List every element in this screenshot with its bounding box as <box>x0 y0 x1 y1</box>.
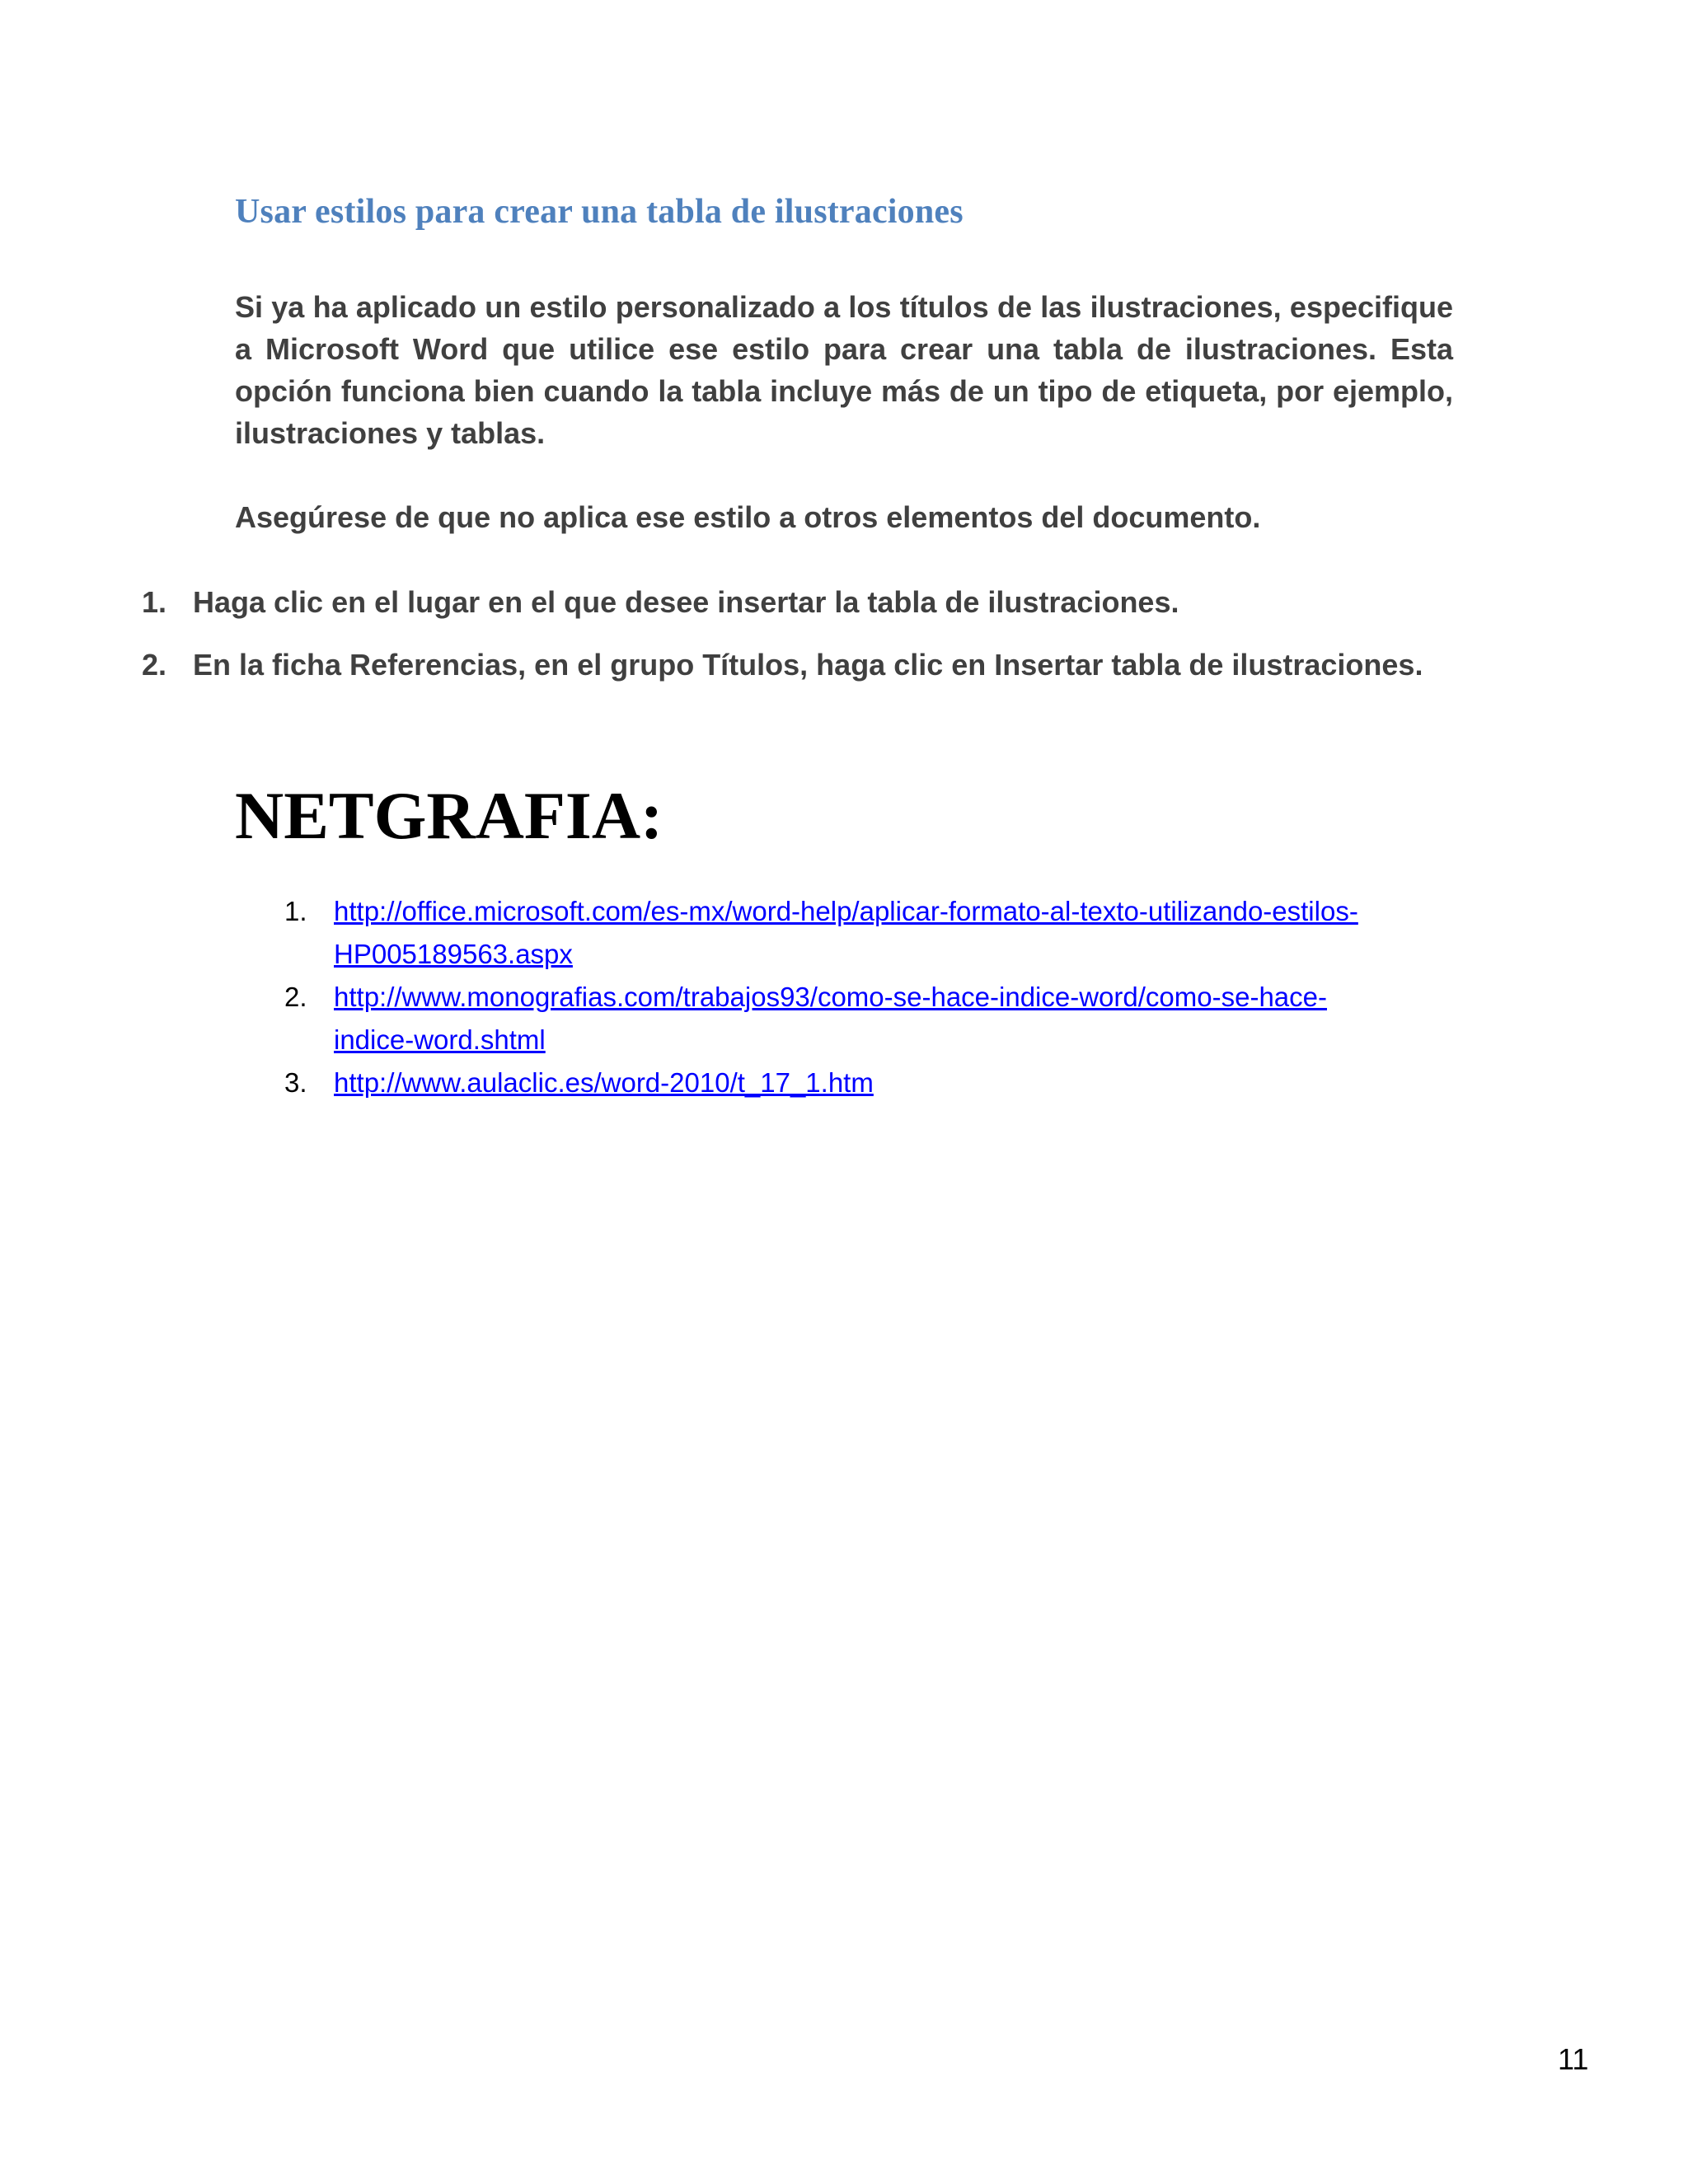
reference-link-line: http://www.monografias.com/trabajos93/como-se-hace-indice-word/como-se-hace- <box>334 982 1327 1012</box>
references-list <box>0 890 1688 1104</box>
reference-link-line: HP005189563.aspx <box>334 939 573 969</box>
page-number: 11 <box>1558 2042 1589 2076</box>
reference-link[interactable] <box>334 890 1455 976</box>
reference-number: 1. <box>284 896 307 926</box>
reference-link[interactable] <box>334 1062 1455 1104</box>
list-item <box>0 976 1688 1062</box>
steps-list <box>0 581 1688 706</box>
reference-link-line: indice-word.shtml <box>334 1024 546 1055</box>
list-item <box>0 581 1688 644</box>
list-item <box>0 1062 1688 1104</box>
section-heading: Usar estilos para crear una tabla de ilustraciones <box>235 193 964 231</box>
reference-number: 3. <box>284 1067 307 1098</box>
note-paragraph: Asegúrese de que no aplica ese estilo a otros elementos del documento. <box>235 500 1261 534</box>
intro-paragraph: Si ya ha aplicado un estilo personalizado a los títulos de las ilustraciones, especifique a Microsoft Word que utilice ese estilo para crear una tabla de ilustraciones. Esta opción funciona bien cuando la tabla incluye más de un tipo de etiqueta, por ejemplo, ilustraciones y tablas. <box>235 290 1453 450</box>
reference-number: 2. <box>284 982 307 1012</box>
step-number: 1. <box>142 585 167 619</box>
step-text: Haga clic en el lugar en el que desee insertar la tabla de ilustraciones. <box>193 585 1179 619</box>
reference-link[interactable] <box>334 976 1455 1062</box>
list-item <box>0 644 1688 706</box>
step-text: En la ficha Referencias, en el grupo Títulos, haga clic en Insertar tabla de ilustraciones. <box>193 648 1423 682</box>
reference-link-line: http://www.aulaclic.es/word-2010/t_17_1.htm <box>334 1067 874 1098</box>
netgrafia-title: NETGRAFIA: <box>235 778 663 853</box>
list-item <box>0 890 1688 976</box>
step-number: 2. <box>142 648 167 682</box>
reference-link-line: http://office.microsoft.com/es-mx/word-help/aplicar-formato-al-texto-utilizando-estilos- <box>334 896 1358 926</box>
